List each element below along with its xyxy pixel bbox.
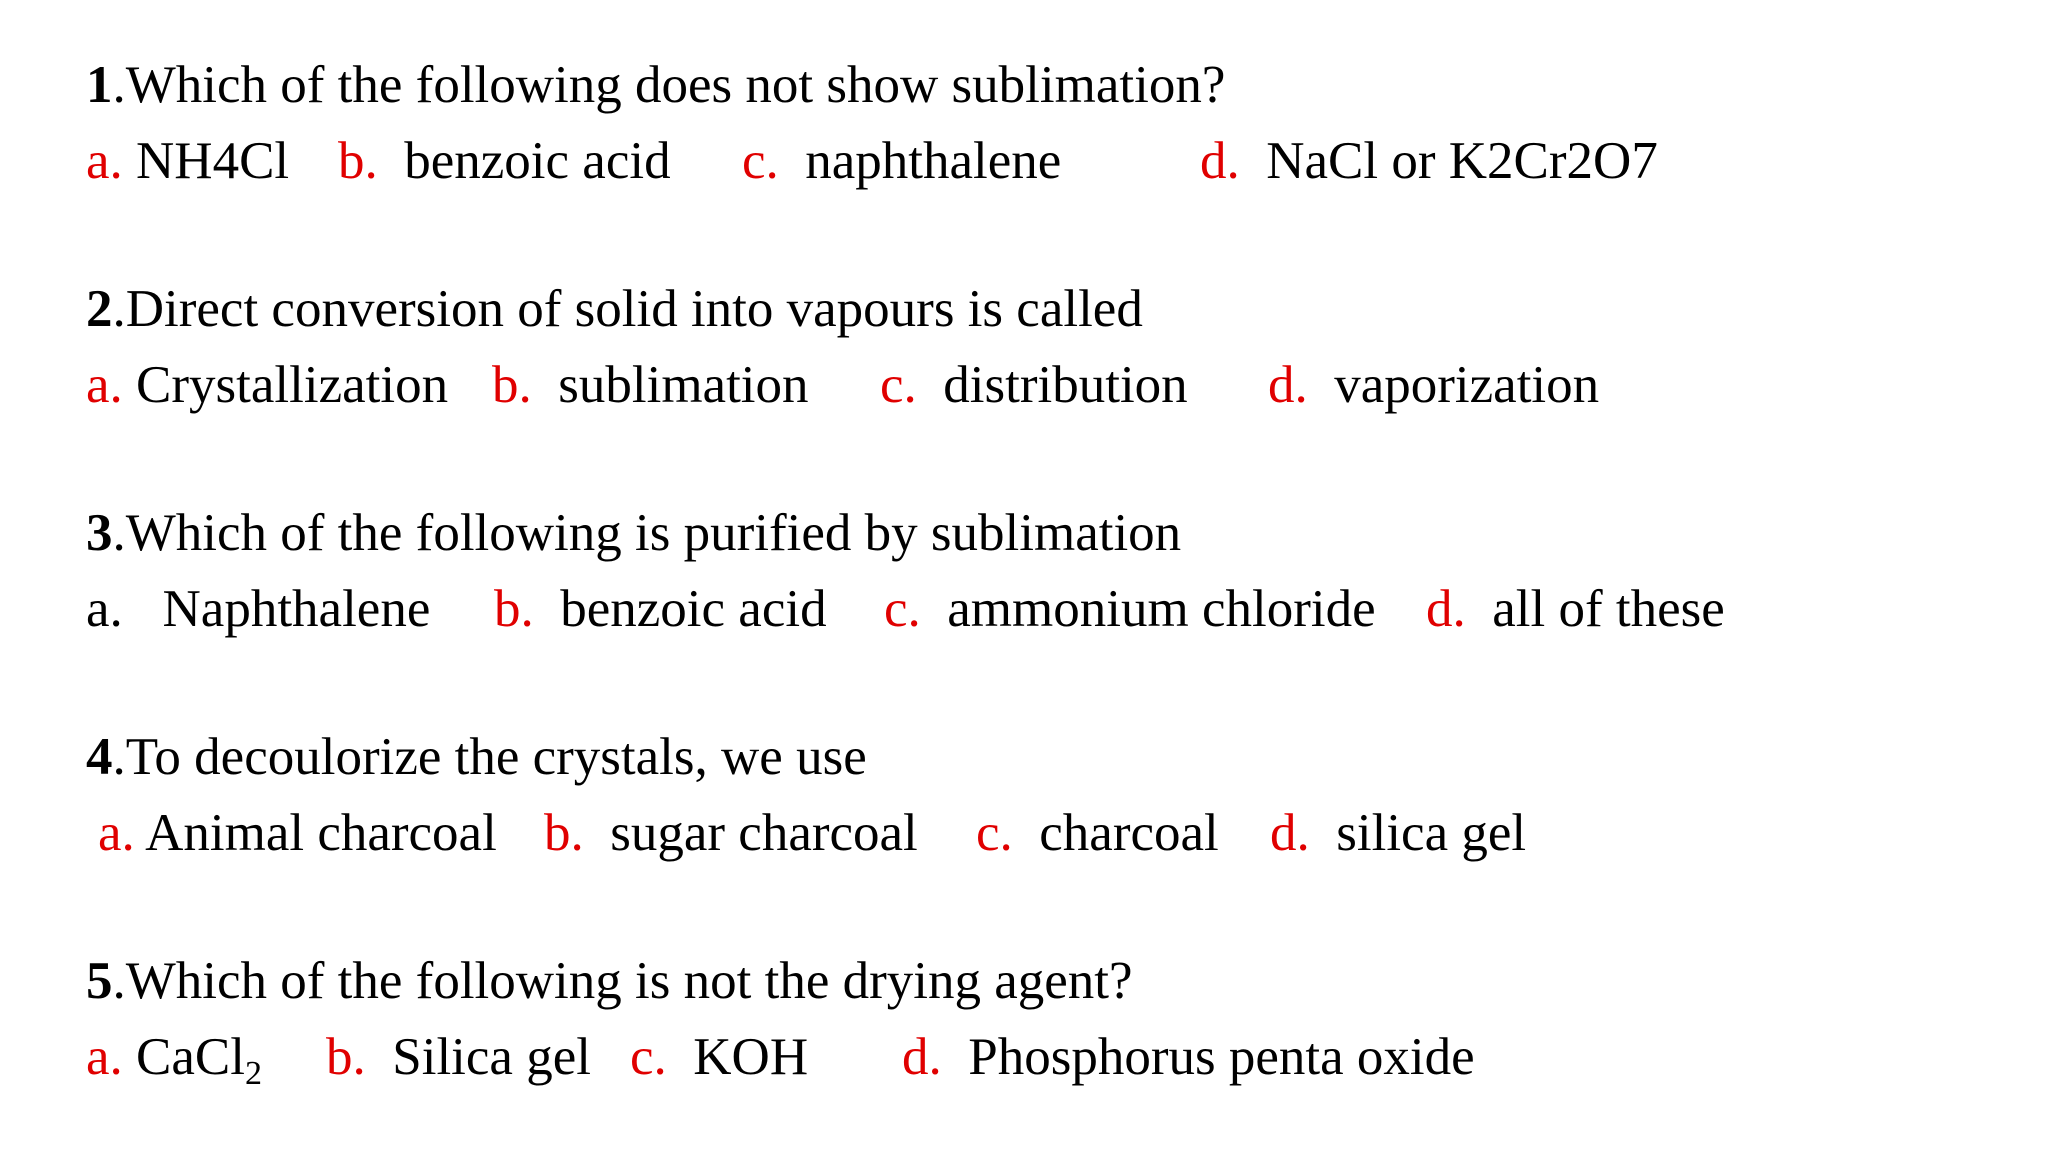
option-text: all of these (1465, 580, 1725, 638)
option-text: vaporization (1307, 356, 1600, 414)
option-text: Phosphorus penta oxide (941, 1028, 1475, 1086)
option-d (1200, 128, 1658, 194)
question-4 (86, 724, 867, 790)
option-text: Crystallization (122, 356, 449, 414)
option-d (902, 1024, 1475, 1090)
option-text: CaCl (122, 1028, 245, 1086)
option-letter: c. (880, 356, 917, 414)
question-text: .Which of the following is not the drying agent? (112, 952, 1133, 1010)
question-number: 5 (86, 952, 113, 1010)
option-text: Silica gel (365, 1028, 591, 1086)
option-letter: c. (884, 580, 921, 638)
question-text: .Direct conversion of solid into vapours is called (112, 280, 1143, 338)
option-text: benzoic acid (533, 580, 827, 638)
option-text: naphthalene (778, 132, 1062, 190)
options-1 (86, 128, 1886, 194)
option-letter: d. (902, 1028, 942, 1086)
option-letter: d. (1200, 132, 1240, 190)
option-text: NaCl or K2Cr2O7 (1239, 132, 1658, 190)
option-b (494, 576, 827, 642)
option-letter: a. (86, 580, 123, 638)
option-b (326, 1024, 591, 1090)
option-c (742, 128, 1061, 194)
option-d (1268, 352, 1599, 418)
question-3 (86, 500, 1181, 566)
option-text: silica gel (1309, 804, 1527, 862)
option-letter: d. (1270, 804, 1310, 862)
options-2 (86, 352, 1886, 418)
option-letter: d. (1426, 580, 1466, 638)
option-text: ammonium chloride (920, 580, 1376, 638)
option-text: NH4Cl (122, 132, 290, 190)
option-text: charcoal (1012, 804, 1219, 862)
option-text: distribution (916, 356, 1188, 414)
option-text: KOH (666, 1028, 809, 1086)
option-c (884, 576, 1376, 642)
options-5 (86, 1024, 1886, 1090)
option-letter: a. (98, 804, 135, 862)
option-text: sugar charcoal (583, 804, 918, 862)
option-text: Naphthalene (122, 580, 431, 638)
option-text: sublimation (531, 356, 809, 414)
question-1 (86, 52, 1225, 118)
option-letter: b. (494, 580, 534, 638)
option-a (86, 1024, 262, 1090)
question-text: .Which of the following is purified by sublimation (112, 504, 1182, 562)
option-letter: a. (86, 1028, 123, 1086)
question-number: 2 (86, 280, 113, 338)
option-a (86, 128, 289, 194)
option-text: Animal charcoal (134, 804, 497, 862)
option-d (1426, 576, 1725, 642)
question-text: .Which of the following does not show sublimation? (112, 56, 1226, 114)
question-text: .To decoulorize the crystals, we use (112, 728, 867, 786)
option-letter: c. (742, 132, 779, 190)
option-c (880, 352, 1188, 418)
question-number: 1 (86, 56, 113, 114)
option-letter: c. (630, 1028, 667, 1086)
option-a (98, 800, 497, 866)
option-a (86, 352, 448, 418)
options-4 (86, 800, 1886, 866)
option-text: benzoic acid (377, 132, 671, 190)
option-b (544, 800, 918, 866)
option-letter: b. (338, 132, 378, 190)
option-a (86, 576, 430, 642)
question-number: 4 (86, 728, 113, 786)
option-d (1270, 800, 1526, 866)
options-3 (86, 576, 1886, 642)
option-b (338, 128, 671, 194)
question-2 (86, 276, 1143, 342)
option-b (492, 352, 809, 418)
option-letter: c. (976, 804, 1013, 862)
option-letter: b. (492, 356, 532, 414)
option-letter: a. (86, 132, 123, 190)
option-c (630, 1024, 808, 1090)
option-c (976, 800, 1219, 866)
option-letter: b. (544, 804, 584, 862)
option-letter: b. (326, 1028, 366, 1086)
option-letter: a. (86, 356, 123, 414)
question-number: 3 (86, 504, 113, 562)
option-letter: d. (1268, 356, 1308, 414)
option-subscript: 2 (244, 1055, 262, 1092)
question-5 (86, 948, 1133, 1014)
